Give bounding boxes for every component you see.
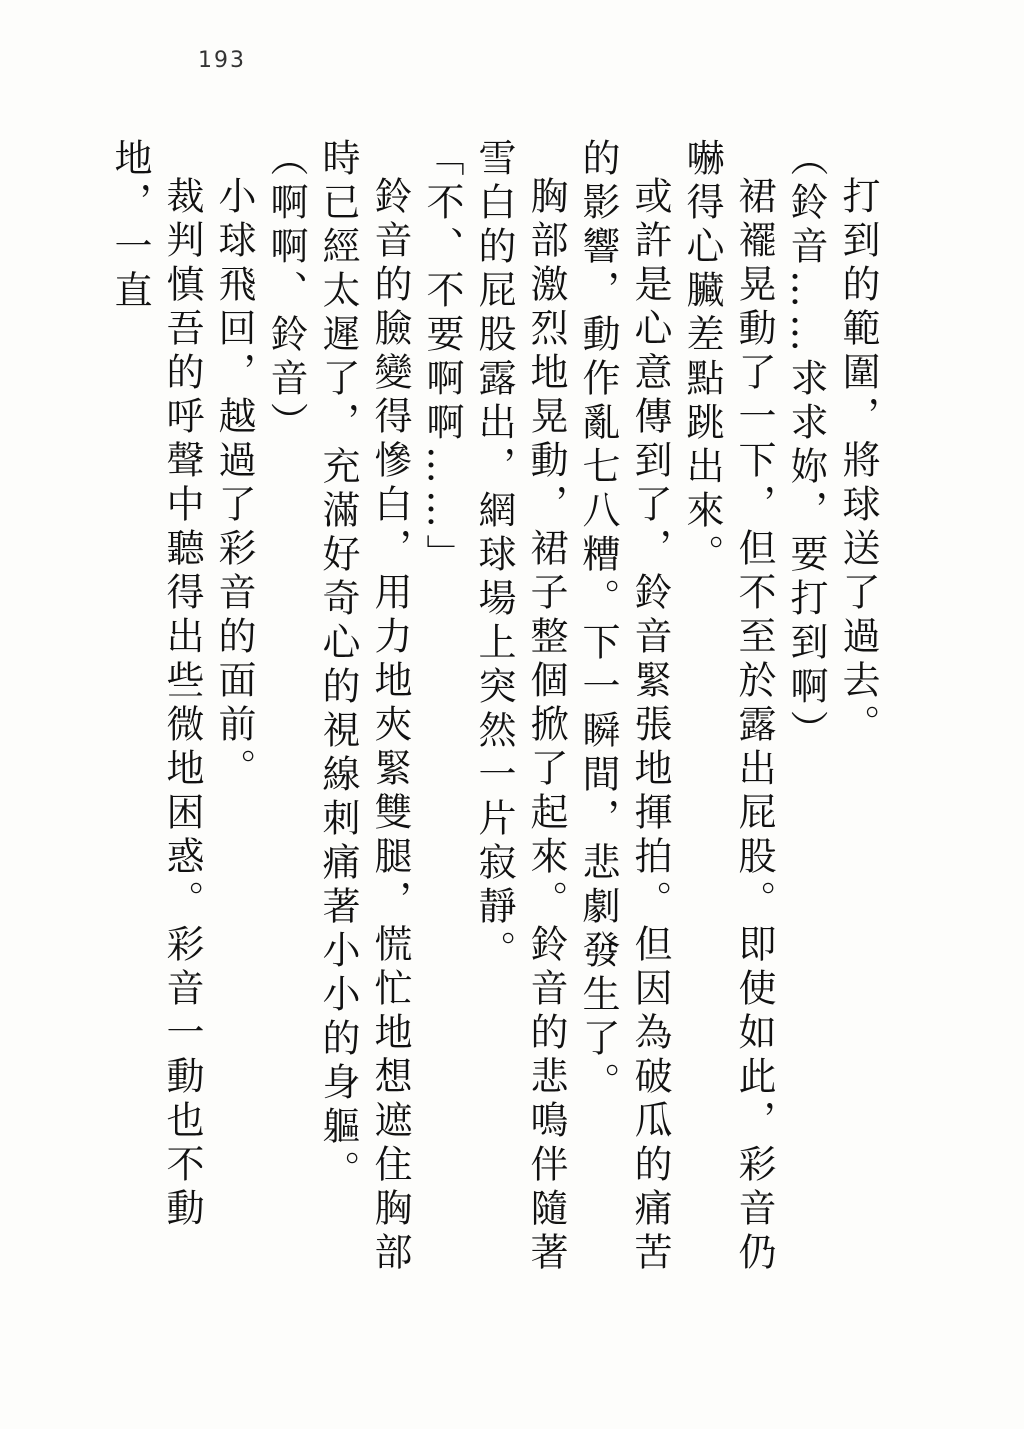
paragraph-10: 裁判慎吾的呼聲中聽得出些微地困惑。彩音一動也不動地，一直: [108, 138, 204, 1232]
paragraph-7: 鈴音的臉變得慘白，用力地夾緊雙腿，慌忙地想遮住胸部時已經太遲了，充滿好奇心的視線刺痛著小小的身軀。: [316, 138, 412, 1276]
vertical-text-block: [104, 138, 884, 1318]
paragraph-6-dialogue: 「不、不要啊啊……」: [420, 138, 464, 578]
paragraph-4: 或許是心意傳到了，鈴音緊張地揮拍。但因為破瓜的痛苦的影響，動作亂七八糟。下一瞬間，悲劇發生了。: [576, 138, 672, 1276]
paragraph-5: 胸部激烈地晃動，裙子整個掀了起來。鈴音的悲鳴伴隨著雪白的屁股露出，網球場上突然一片寂靜。: [472, 138, 568, 1276]
paragraph-8-thought: （啊啊、鈴音）: [264, 138, 308, 446]
paragraph-2-thought: （鈴音……求求妳，要打到啊）: [784, 138, 828, 754]
paragraph-3: 裙襬晃動了一下，但不至於露出屁股。即使如此，彩音仍嚇得心臟差點跳出來。: [680, 138, 776, 1276]
paragraph-1: 打到的範圍，將球送了過去。: [836, 176, 880, 748]
paragraph-9: 小球飛回，越過了彩音的面前。: [212, 176, 256, 792]
page-number: 193: [198, 48, 246, 73]
